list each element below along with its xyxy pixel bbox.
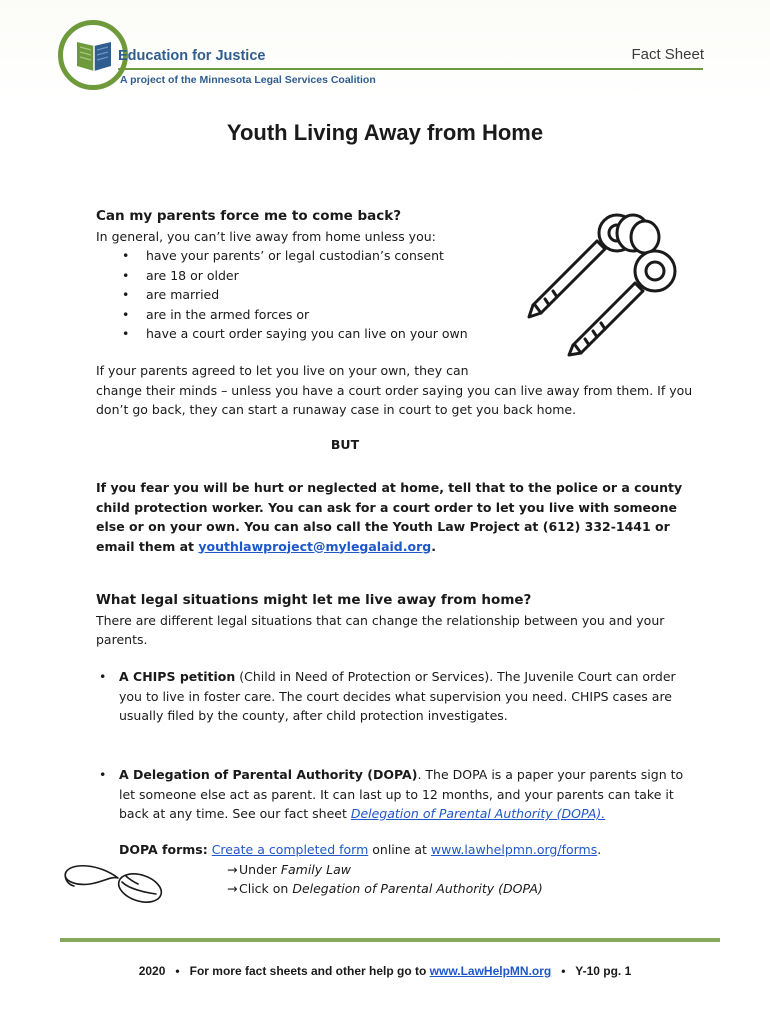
- forms-mid: online at: [368, 842, 431, 857]
- list-item: • have a court order saying you can live on your own: [96, 324, 696, 344]
- footer-separator: •: [175, 964, 180, 978]
- paragraph-line1: If your parents agreed to let you live on your own, they can: [96, 363, 469, 378]
- list-item-chips: [96, 667, 688, 726]
- situations-list-1: [96, 667, 688, 726]
- footer-divider: [60, 938, 720, 942]
- paragraph-rest: change their minds – unless you have a court order saying you can live away from them. If you don’t go back, they can start a runaway case in court to get you back home.: [96, 382, 693, 417]
- dopa-label: A Delegation of Parental Authority (DOPA): [119, 767, 418, 782]
- dopa-text: . The DOPA is a paper your parents sign to let someone else act as parent. It can last up to 12 months, and your parents can take it back at any time. See our fact sheet: [119, 767, 684, 821]
- section1: [96, 207, 696, 344]
- chips-label: A CHIPS petition: [119, 669, 236, 684]
- dopa-forms-line: [119, 840, 699, 860]
- situations-list-2: [96, 765, 690, 824]
- forms-label: DOPA forms:: [119, 842, 208, 857]
- section1-intro: In general, you can’t live away from home unless you:: [96, 228, 436, 244]
- forms-end: .: [597, 842, 602, 857]
- step-click-dopa: [119, 879, 699, 899]
- dopa-forms-block: [119, 840, 699, 899]
- list-item: • are married: [96, 285, 696, 305]
- step2-emphasis: Delegation of Parental Authority (DOPA): [292, 881, 543, 896]
- open-book-icon: [74, 36, 114, 76]
- but-label: BUT: [330, 437, 360, 452]
- dopa-fact-sheet-link[interactable]: Delegation of Parental Authority (DOPA).: [350, 806, 606, 821]
- warning-text: If you fear you will be hurt or neglected at home, tell that to the police or a county child protection worker. You can ask for a court order to let you live with someone else or on your own. You can also call the Youth Law Project at (612) 332-1441 or email them at: [96, 480, 683, 554]
- dopa-item-block: [96, 765, 690, 824]
- consent-list: [96, 246, 696, 344]
- list-item: • are 18 or older: [96, 266, 696, 286]
- org-subtitle: A project of the Minnesota Legal Services Coalition: [120, 74, 376, 86]
- section2-intro: There are different legal situations that can change the relationship between you and your parents.: [96, 612, 665, 647]
- step1-prefix: Under: [239, 861, 281, 877]
- page-title: Youth Living Away from Home: [226, 120, 544, 145]
- footer-page: Y-10 pg. 1: [575, 964, 632, 978]
- section1-paragraph: [96, 361, 696, 420]
- warning-period: .: [431, 538, 436, 554]
- step2-prefix: Click on: [239, 881, 293, 896]
- chips-text: (Child in Need of Protection or Services). The Juvenile Court can order you to live in foster care. The court decides what supervision you need. CHIPS cases are usually filed by the county, after child protection investigates.: [119, 669, 676, 723]
- arrow-right-icon: →: [227, 881, 238, 896]
- header-divider: [118, 68, 703, 70]
- step1-emphasis: Family Law: [280, 861, 352, 877]
- doc-type-label: Fact Sheet: [631, 46, 704, 63]
- step-under-family-law: [119, 860, 699, 880]
- section1-question: Can my parents force me to come back?: [96, 208, 402, 224]
- arrow-right-icon: →: [227, 861, 238, 877]
- create-form-link[interactable]: Create a completed form: [211, 842, 369, 857]
- footer-text: For more fact sheets and other help go to: [189, 964, 430, 978]
- footer-separator: •: [561, 964, 566, 978]
- email-link[interactable]: youthlawproject@mylegalaid.org: [198, 538, 432, 554]
- list-item: • are in the armed forces or: [96, 305, 696, 325]
- list-item: • have your parents’ or legal custodian’s consent: [96, 246, 696, 266]
- section2: [96, 591, 686, 650]
- lawhelpmn-forms-link[interactable]: www.lawhelpmn.org/forms: [430, 842, 598, 857]
- chips-item-block: [96, 667, 688, 726]
- lawhelpmn-link[interactable]: www.LawHelpMN.org: [429, 964, 552, 978]
- footer-year: 2020: [138, 964, 166, 978]
- warning-paragraph: [96, 478, 688, 556]
- list-item-dopa: [96, 765, 690, 824]
- section2-question: What legal situations might let me live away from home?: [96, 592, 532, 608]
- footer: [0, 964, 770, 978]
- computer-mouse-icon: [60, 858, 165, 908]
- org-name: Education for Justice: [118, 48, 266, 64]
